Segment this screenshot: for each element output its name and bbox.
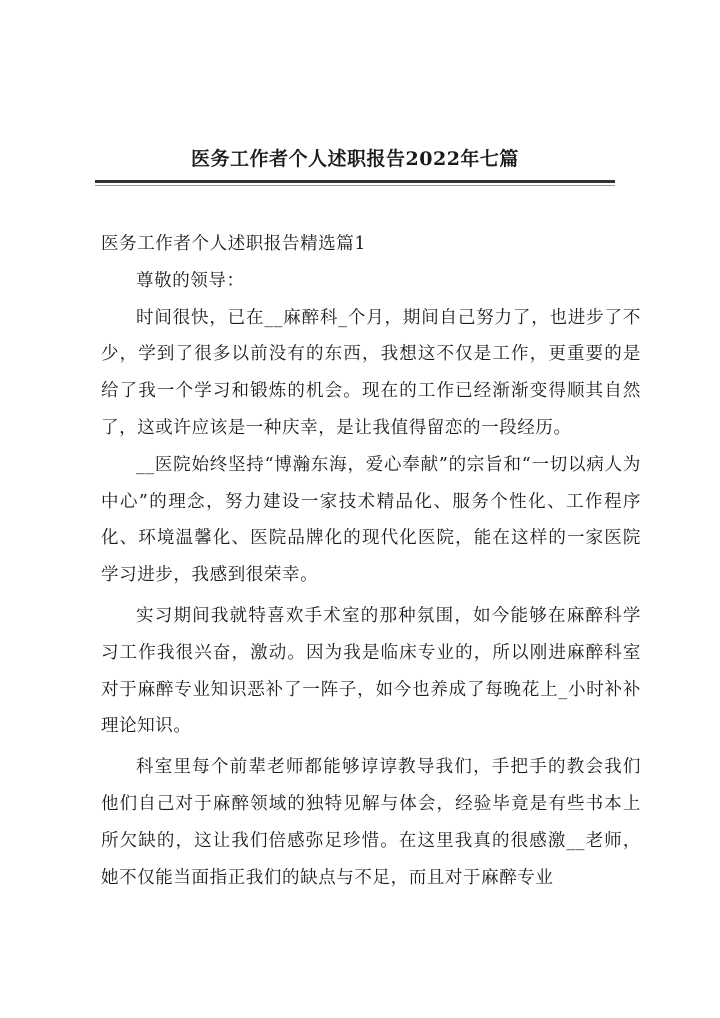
title-divider [95,180,615,183]
document-title: 医务工作者个人述职报告2022年七篇 [191,148,519,170]
paragraph: 科室里每个前辈老师都能够谆谆教导我们，手把手的教会我们他们自己对于麻醉领域的独特见解与体会，经验毕竟是有些书本上所欠缺的，这让我们倍感弥足珍惜。在这里我真的很感激__老师，她不仅能当面指正我们的缺点与不足，而且对于麻醉专业 [101,757,641,888]
paragraph: 时间很快，已在__麻醉科_个月，期间自己努力了，也进步了不少，学到了很多以前没有的东西，我想这不仅是工作，更重要的是给了我一个学习和锻炼的机会。现在的工作已经渐渐变得顺其自然了，这或许应该是一种庆幸，是让我值得留恋的一段经历。 [101,307,641,438]
document-body [101,226,641,896]
section-heading: 医务工作者个人述职报告精选篇1 [101,234,367,254]
title-divider-thin [95,185,615,186]
paragraph: __医院始终坚持“博瀚东海，爱心奉献”的宗旨和“一切以病人为中心”的理念，努力建设一家技术精品化、服务个性化、工作程序化、环境温馨化、医院品牌化的现代化医院，能在这样的一家医院学习进步，我感到很荣幸。 [101,454,641,586]
salutation: 尊敬的领导： [136,270,245,291]
paragraph: 实习期间我就特喜欢手术室的那种氛围，如今能够在麻醉科学习工作我很兴奋，激动。因为我是临床专业的，所以刚进麻醉科室对于麻醉专业知识恶补了一阵子，如今也养成了每晚花上_小时补补理论知识。 [101,605,641,737]
